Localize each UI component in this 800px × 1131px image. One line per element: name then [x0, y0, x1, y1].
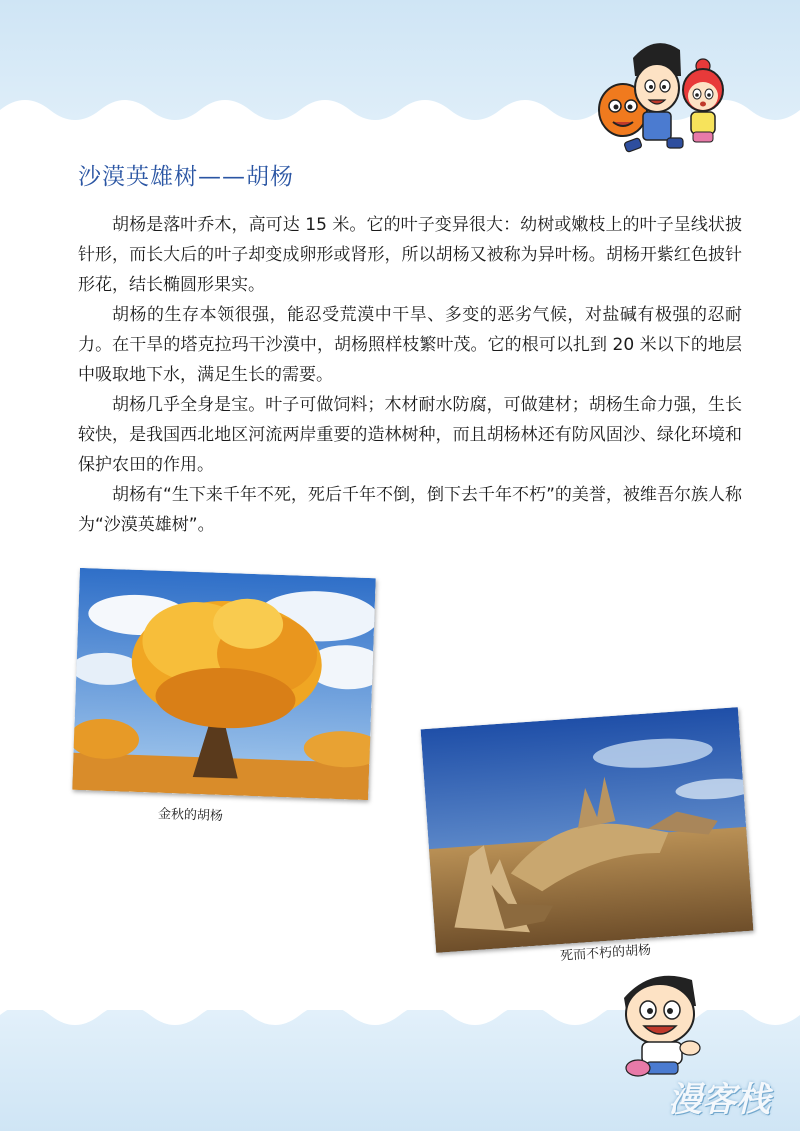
photo-caption-2: 死而不朽的胡杨 [559, 942, 652, 965]
article-body [78, 210, 742, 540]
page-title: 沙漠英雄树——胡杨 [78, 164, 294, 190]
dead-poplar-photo [421, 707, 754, 953]
paragraph-2: 胡杨的生存本领很强，能忍受荒漠中干旱、多变的恶劣气候，对盐碱有极强的忍耐力。在干旱的塔克拉玛干沙漠中，胡杨照样枝繁叶茂。它的根可以扎到 20 米以下的地层中吸取地下水，满足生长的需要。 [78, 305, 742, 385]
site-watermark-logo: 漫客栈 [668, 1080, 770, 1120]
paragraph-3: 胡杨几乎全身是宝。叶子可做饲料；木材耐水防腐，可做建材；胡杨生命力强，生长较快，是我国西北地区河流两岸重要的造林树种，而且胡杨林还有防风固沙、绿化环境和保护农田的作用。 [78, 395, 742, 475]
paragraph-4: 胡杨有“生下来千年不死，死后千年不倒，倒下去千年不朽”的美誉，被维吾尔族人称为“沙漠英雄树”。 [78, 485, 742, 535]
cartoon-boy-illustration [612, 968, 727, 1083]
autumn-poplar-photo [72, 568, 376, 800]
photo-caption-1: 金秋的胡杨 [157, 806, 224, 825]
paragraph-1: 胡杨是落叶乔木，高可达 15 米。它的叶子变异很大：幼树或嫩枝上的叶子呈线状披针形，而长大后的叶子却变成卵形或肾形，所以胡杨又被称为异叶杨。胡杨开紫红色披针形花，结长椭圆形果实。 [78, 215, 742, 295]
cartoon-characters-illustration [595, 28, 745, 168]
